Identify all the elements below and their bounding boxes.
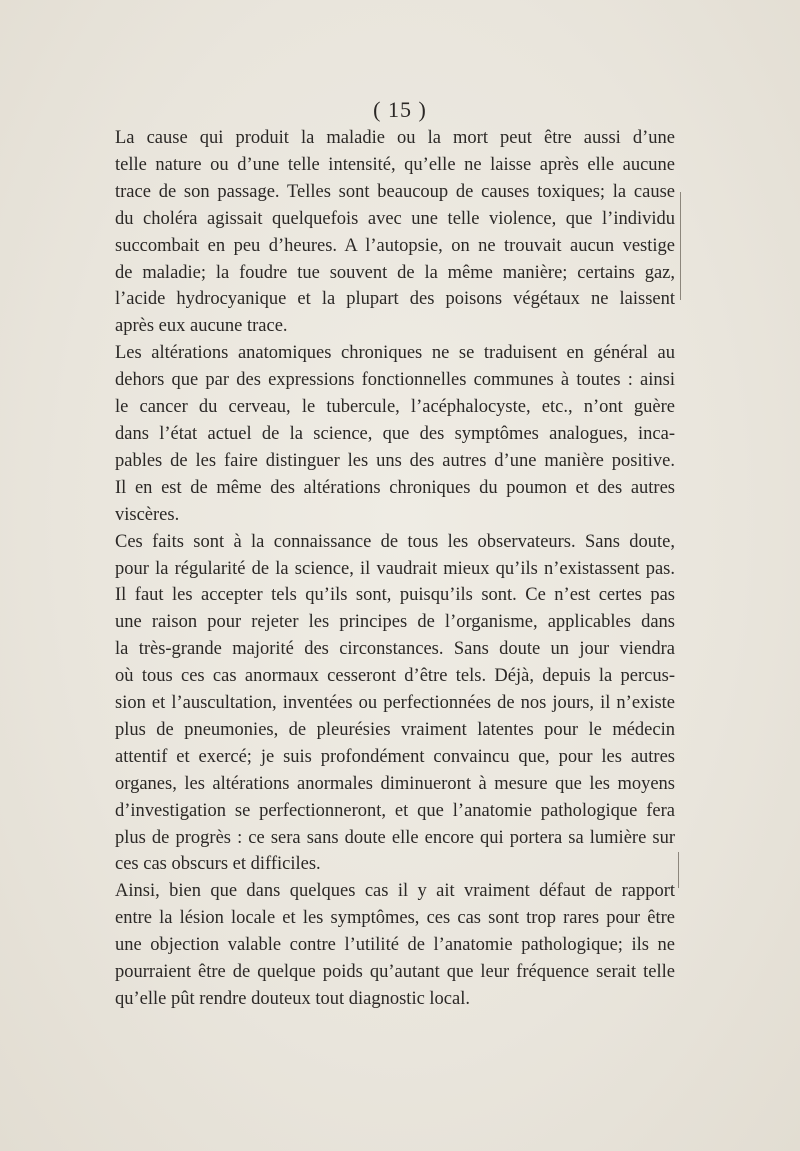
paragraph-4: [115, 878, 675, 1013]
text-line: succombait en peu d’heures. A l’autopsie, on ne trouvait aucun vestige: [115, 235, 675, 256]
text-line: du choléra agissait quelquefois avec une telle violence, que l’individu: [115, 208, 675, 229]
text-line: Ces faits sont à la connaissance de tous les observateurs. Sans doute,: [115, 531, 675, 552]
body-text: [115, 125, 675, 1013]
text-line: plus de pneumonies, de pleurésies vraiment latentes pour le médecin: [115, 719, 675, 740]
page-number: ( 15 ): [373, 97, 427, 122]
paragraph-3: [115, 529, 675, 879]
text-line: après eux aucune trace.: [115, 316, 288, 337]
text-line: ces cas obscurs et difficiles.: [115, 854, 321, 875]
text-line: Il faut les accepter tels qu’ils sont, puisqu’ils sont. Ce n’est certes pas: [115, 585, 675, 606]
text-line: La cause qui produit la maladie ou la mort peut être aussi d’une: [115, 128, 675, 148]
text-line: une objection valable contre l’utilité de l’anatomie pathologique; ils ne: [115, 935, 675, 956]
text-line: pour la régularité de la science, il vaudrait mieux qu’ils n’existassent pas.: [115, 558, 675, 579]
text-line: telle nature ou d’une telle intensité, qu’elle ne laisse après elle aucune: [115, 154, 675, 175]
text-line: Il en est de même des altérations chroniques du poumon et des autres: [115, 477, 675, 498]
text-line: où tous ces cas anormaux cesseront d’être tels. Déjà, depuis la percus-: [115, 666, 675, 687]
text-line: attentif et exercé; je suis profondément convaincu que, pour les autres: [115, 746, 675, 767]
text-line: dehors que par des expressions fonctionnelles communes à toutes : ainsi: [115, 370, 675, 391]
text-line: une raison pour rejeter les principes de l’organisme, applicables dans: [115, 612, 675, 633]
text-line: pables de les faire distinguer les uns des autres d’une manière positive.: [115, 450, 675, 471]
text-line: l’acide hydrocyanique et la plupart des poisons végétaux ne laissent: [115, 289, 675, 310]
text-line: la très-grande majorité des circonstances. Sans doute un jour viendra: [115, 639, 675, 660]
text-line: qu’elle pût rendre douteux tout diagnostic local.: [115, 989, 470, 1009]
text-line: de maladie; la foudre tue souvent de la même manière; certains gaz,: [115, 262, 675, 283]
paragraph-2: [115, 340, 675, 528]
text-line: plus de progrès : ce sera sans doute elle encore qui portera sa lumière sur: [115, 827, 675, 848]
text-line: Les altérations anatomiques chroniques ne se traduisent en général au: [115, 343, 675, 364]
text-line: viscères.: [115, 504, 180, 525]
text-line: d’investigation se perfectionneront, et que l’anatomie pathologique fera: [115, 800, 675, 821]
text-line: pourraient être de quelque poids qu’autant que leur fréquence serait telle: [115, 962, 675, 983]
text-line: dans l’état actuel de la science, que des symptômes analogues, inca-: [115, 423, 675, 444]
margin-mark: [680, 192, 681, 300]
margin-mark: [678, 852, 679, 888]
text-line: Ainsi, bien que dans quelques cas il y ait vraiment défaut de rapport: [115, 881, 675, 902]
text-line: entre la lésion locale et les symptômes, ces cas sont trop rares pour être: [115, 908, 675, 929]
paragraph-1: [115, 125, 675, 340]
text-line: organes, les altérations anormales diminueront à mesure que les moyens: [115, 773, 675, 794]
text-line: sion et l’auscultation, inventées ou perfectionnées de nos jours, il n’existe: [115, 693, 675, 714]
text-line: trace de son passage. Telles sont beaucoup de causes toxiques; la cause: [115, 181, 675, 202]
text-line: le cancer du cerveau, le tubercule, l’acéphalocyste, etc., n’ont guère: [115, 397, 675, 418]
